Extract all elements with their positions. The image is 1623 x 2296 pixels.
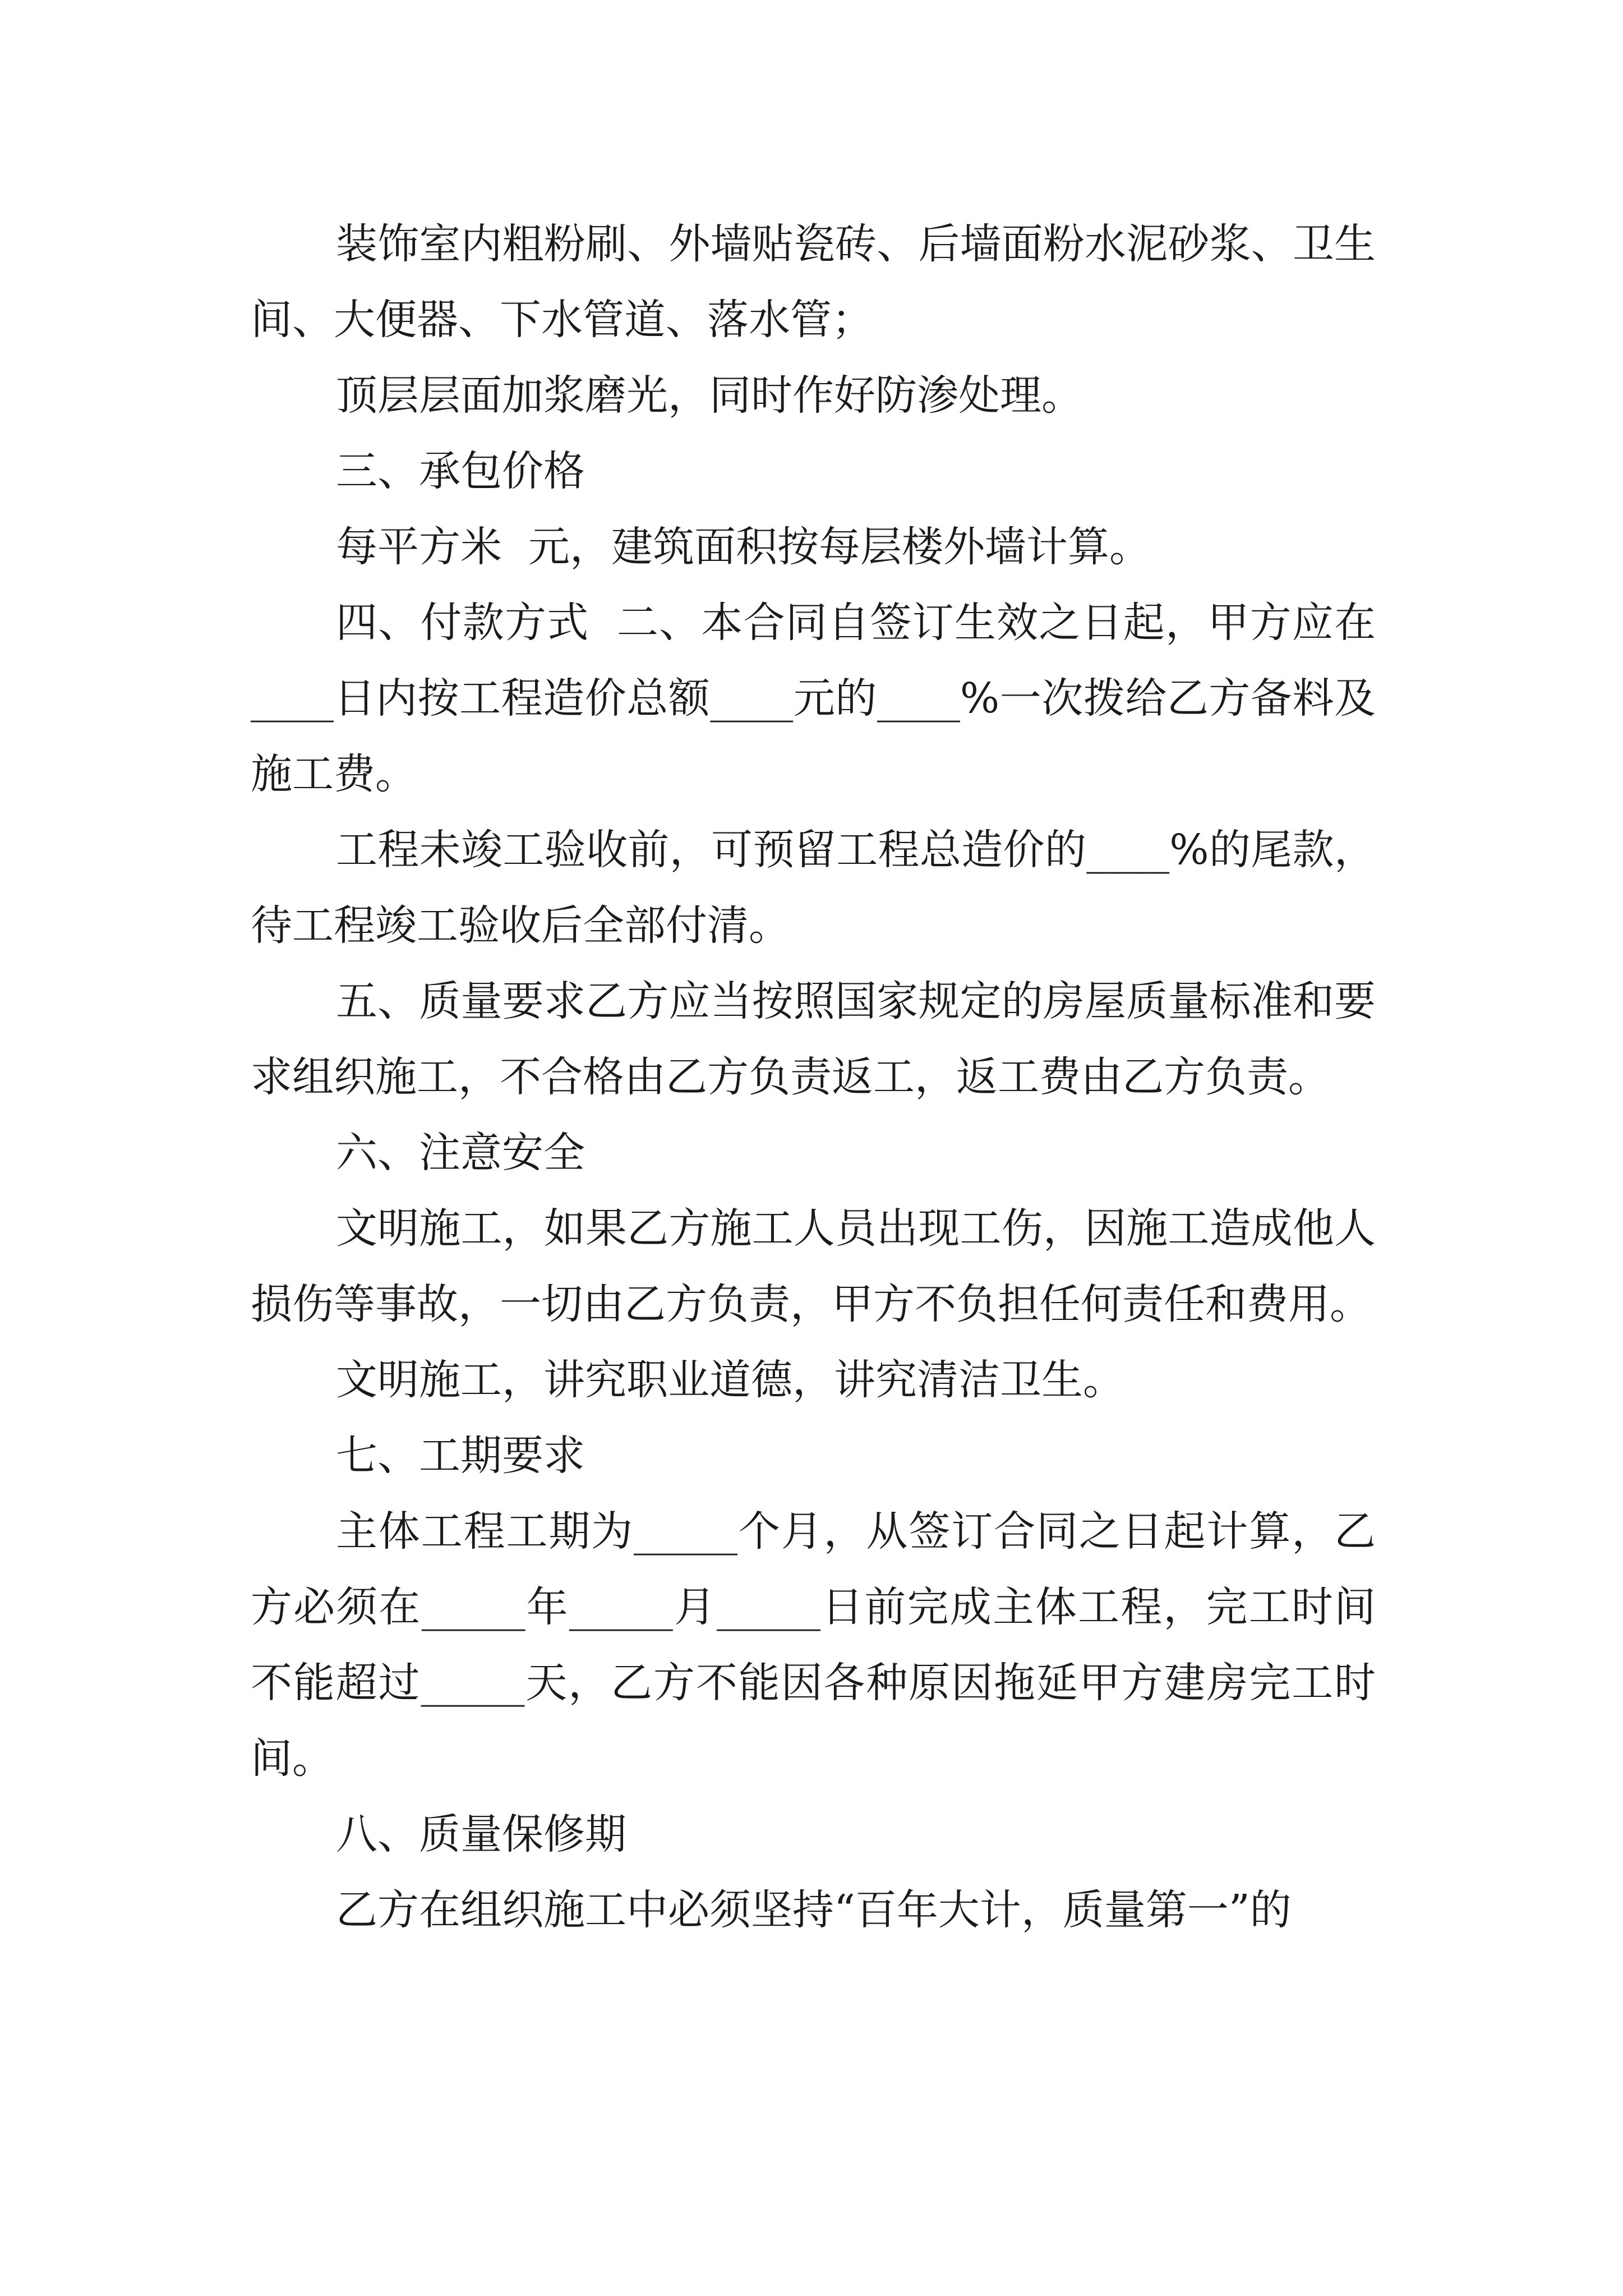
document-body bbox=[251, 206, 1376, 1948]
paragraph-roof-treatment: 顶层层面加浆磨光，同时作好防渗处理。 bbox=[336, 371, 1083, 420]
section-heading-safety: 六、注意安全 bbox=[336, 1129, 585, 1177]
paragraph-warranty-intro: 乙方在组织施工中必须坚持“百年大计，质量第一”的 bbox=[336, 1886, 1292, 1934]
paragraph-schedule-terms: 主体工程工期为_____个月，从签订合同之日起计算，乙方必须在_____年_____月_____日前完成主体工程，完工时间不能超过_____天，乙方不能因各种原因拖延甲方建房完工时间。 bbox=[251, 1507, 1376, 1783]
paragraph-safety-liability: 文明施工，如果乙方施工人员出现工伤，因施工造成他人损伤等事故，一切由乙方负责，甲方不负担任何责任和费用。 bbox=[251, 1204, 1376, 1328]
section-heading-schedule: 七、工期要求 bbox=[336, 1432, 585, 1480]
section-heading-warranty: 八、质量保修期 bbox=[336, 1810, 626, 1858]
paragraph-finishing-work: 装饰室内粗粉刷、外墙贴瓷砖、后墙面粉水泥砂浆、卫生间、大便器、下水管道、落水管； bbox=[251, 220, 1376, 344]
paragraph-civilized-construction: 文明施工，讲究职业道德，讲究清洁卫生。 bbox=[336, 1356, 1124, 1404]
paragraph-retention: 工程未竣工验收前，可预留工程总造价的____%的尾款，待工程竣工验收后全部付清。 bbox=[251, 826, 1376, 950]
section-payment-terms: 四、付款方式 二、本合同自签订生效之日起，甲方应在____日内按工程造价总额____元的____%一次拨给乙方备料及施工费。 bbox=[251, 599, 1376, 798]
section-quality-requirements: 五、质量要求乙方应当按照国家规定的房屋质量标准和要求组织施工，不合格由乙方负责返工，返工费由乙方负责。 bbox=[251, 977, 1376, 1101]
section-heading-price: 三、承包价格 bbox=[336, 447, 585, 495]
paragraph-price-per-sqm: 每平方米 元，建筑面积按每层楼外墙计算。 bbox=[336, 523, 1151, 571]
